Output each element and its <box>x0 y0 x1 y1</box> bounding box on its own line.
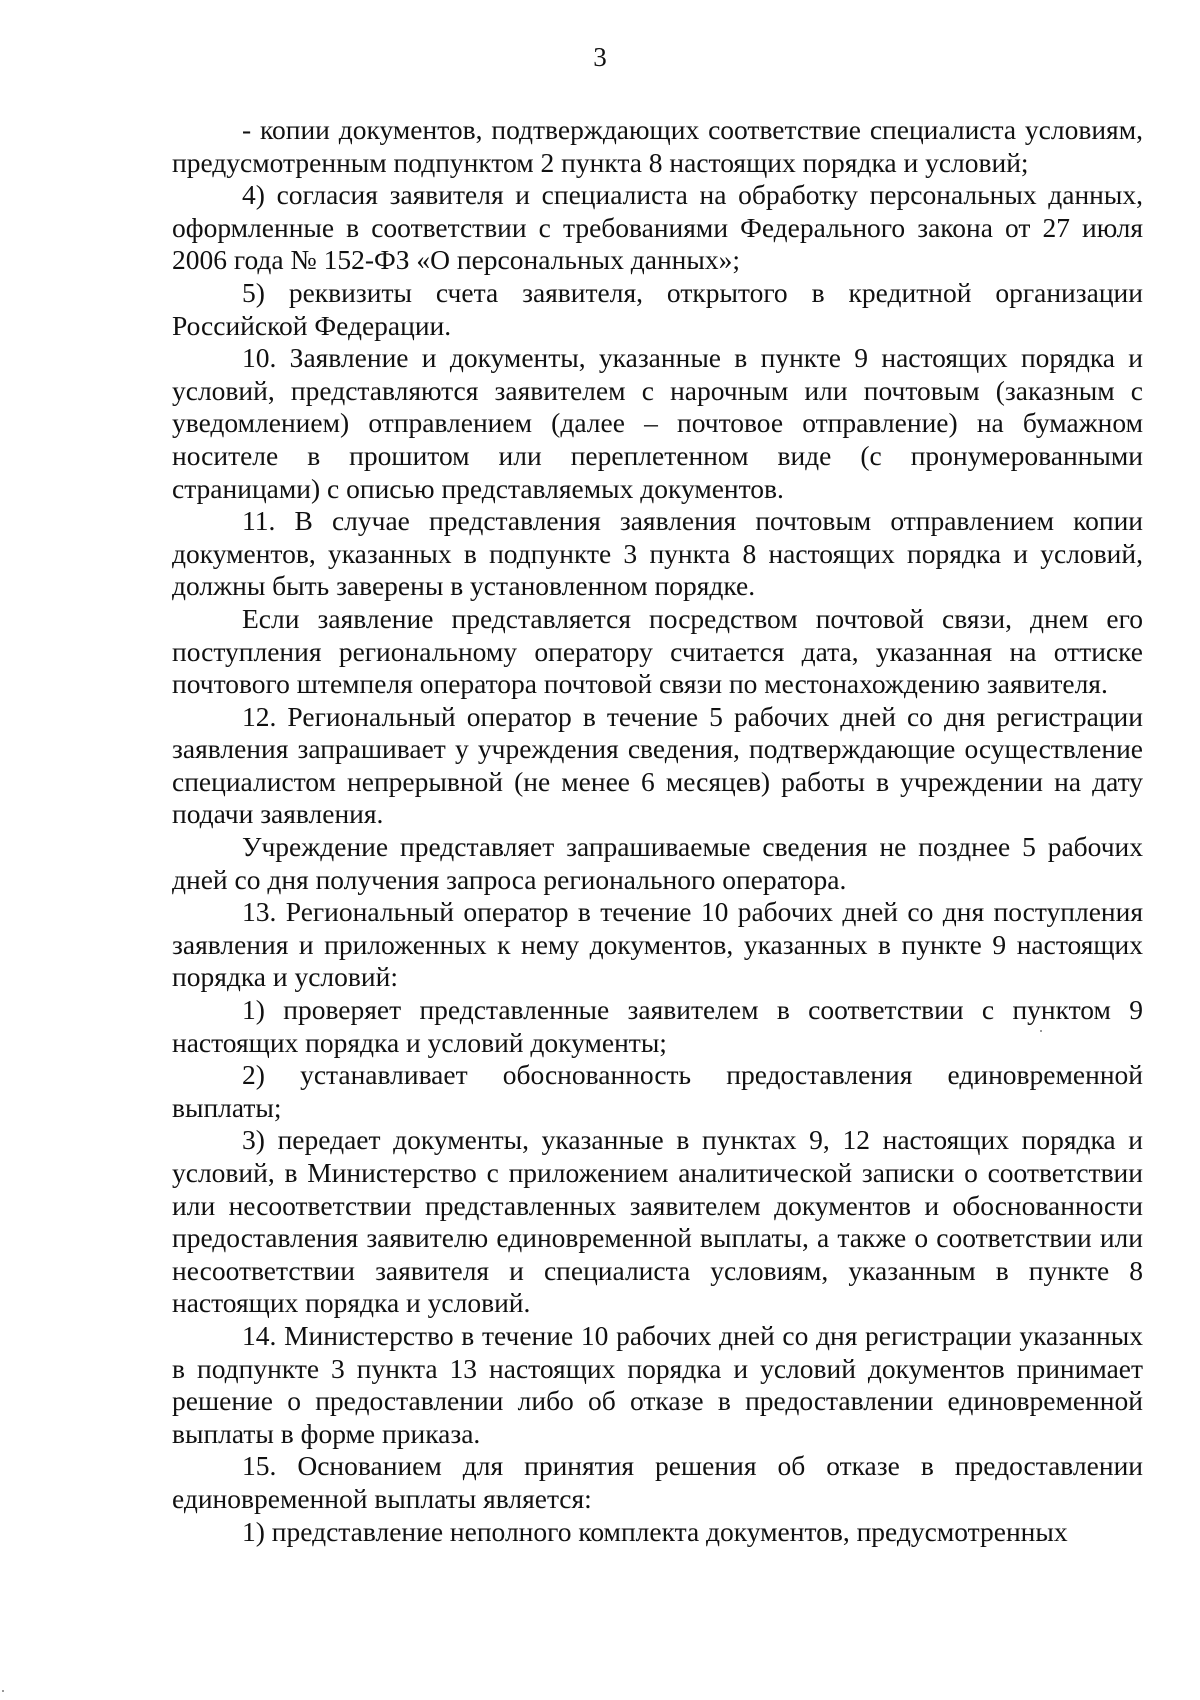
paragraph-clause-13: 13. Региональный оператор в течение 10 рабочих дней со дня поступления заявления и приложенных к нему документов, указанных в пункте 9 настоящих порядка и условий: <box>172 896 1143 993</box>
paragraph-clause-15: 15. Основанием для принятия решения об отказе в предоставлении единовременной выплаты является: <box>172 1450 1143 1514</box>
paragraph-clause-13-item-1: 1) проверяет представленные заявителем в соответствии с пунктом 9 настоящих порядка и условий документы; <box>172 994 1143 1058</box>
paragraph-clause-12: 12. Региональный оператор в течение 5 рабочих дней со дня регистрации заявления запрашивает у учреждения сведения, подтверждающие осуществление специалистом непрерывной (не менее 6 месяцев) работы в учреждении на дату подачи заявления. <box>172 700 1143 830</box>
paragraph-copies-of-documents: - копии документов, подтверждающих соответствие специалиста условиям, предусмотренным подпунктом 2 пункта 8 настоящих порядка и условий; <box>172 114 1143 178</box>
scan-speck <box>2 1690 4 1692</box>
paragraph-clause-13-item-2: 2) устанавливает обоснованность предоставления единовременной выплаты; <box>172 1059 1143 1123</box>
paragraph-item-5-account-details: 5) реквизиты счета заявителя, открытого в кредитной организации Российской Федерации. <box>172 276 1143 341</box>
paragraph-clause-11: 11. В случае представления заявления почтовым отправлением копии документов, указанных в подпункте 3 пункта 8 настоящих порядка и условий, должны быть заверены в установленном порядке. <box>172 505 1143 602</box>
scan-speck <box>1040 1030 1042 1032</box>
paragraph-clause-15-item-1: 1) представление неполного комплекта документов, предусмотренных <box>242 1515 1068 1547</box>
paragraph-clause-10: 10. Заявление и документы, указанные в пункте 9 настоящих порядка и условий, представляются заявителем с нарочным или почтовым (заказным с уведомлением) отправлением (далее – почтовое отправление) на бумажном носителе в прошитом или переплетенном виде (с пронумерованными страницами) с описью представляемых документов. <box>172 342 1143 504</box>
paragraph-postal-receipt-date: Если заявление представляется посредством почтовой связи, днем его поступления региональному оператору считается дата, указанная на оттиске почтового штемпеля оператора почтовой связи по местонахождению заявителя. <box>172 602 1143 700</box>
paragraph-clause-14: 14. Министерство в течение 10 рабочих дней со дня регистрации указанных в подпункте 3 пункта 13 настоящих порядка и условий документов принимает решение о предоставлении либо об отказе в предоставлении единовременной выплаты в форме приказа. <box>172 1319 1143 1449</box>
document-body <box>172 114 1143 1548</box>
paragraph-item-4-consent: 4) согласия заявителя и специалиста на обработку персональных данных, оформленные в соответствии с требованиями Федерального закона от 27 июля 2006 года № 152-ФЗ «О персональных данных»; <box>172 179 1143 276</box>
paragraph-clause-13-item-3: 3) передает документы, указанные в пунктах 9, 12 настоящих порядка и условий, в Министерство с приложением аналитической записки о соответствии или несоответствии представленных заявителем документов и обоснованности предоставления заявителю единовременной выплаты, а также о соответствии или несоответствии заявителя и специалиста условиям, указанным в пункте 8 настоящих порядка и условий. <box>172 1124 1143 1319</box>
paragraph-institution-response: Учреждение представляет запрашиваемые сведения не позднее 5 рабочих дней со дня получения запроса регионального оператора. <box>172 831 1143 895</box>
page-number: 3 <box>593 42 607 72</box>
